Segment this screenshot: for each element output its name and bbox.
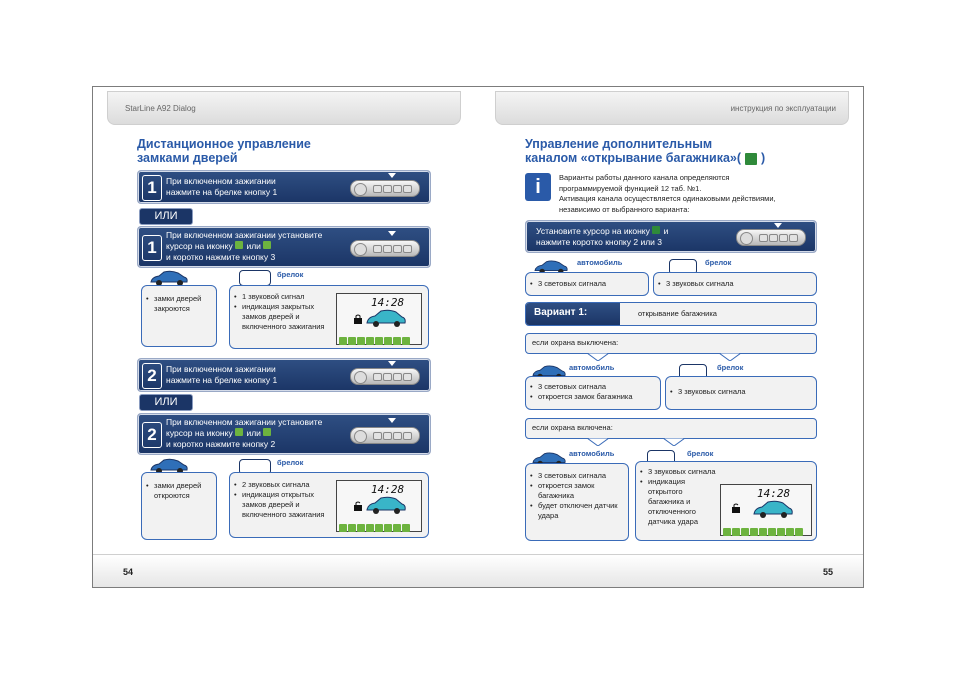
car-result-list [526, 382, 660, 402]
fob-result-list [230, 480, 332, 520]
lcd-time: 14:28 [371, 296, 405, 309]
list-item: • 3 световых сигнала [538, 279, 648, 289]
unlock-icon [353, 501, 363, 511]
keyfob-icon [350, 180, 420, 197]
step-text-line2: нажмите на брелке кнопку 1 [166, 375, 278, 385]
variant-title-box [526, 303, 620, 325]
step-text-line1: При включенном зажигании установите [166, 417, 323, 427]
car-result-card [525, 463, 629, 541]
step-text [166, 364, 277, 386]
left-page-title [137, 137, 311, 165]
header-manual-title: инструкция по эксплуатации [730, 104, 836, 113]
variant-description: открывание багажника [638, 309, 717, 318]
fob-lcd-screen [336, 293, 422, 345]
step-text-line3: и коротко нажмите кнопку 2 [166, 439, 276, 449]
variant-bar [525, 302, 817, 326]
step-number: 2 [142, 422, 162, 448]
car-icon [751, 499, 795, 519]
step-text-line2: курсор на иконку [166, 428, 233, 438]
fob-result-list [654, 279, 816, 289]
variant-title: Вариант 1: [534, 307, 588, 318]
car-label: автомобиль [569, 363, 615, 372]
step-text [536, 226, 668, 248]
car-result-list [526, 471, 622, 521]
step-text-line1: При включенном зажигании [166, 176, 276, 186]
list-item: • откроется замок багажника [538, 392, 660, 402]
left-title-line1: Дистанционное управление [137, 137, 311, 151]
right-title-close: ) [761, 151, 766, 165]
step-text-line1: Установите курсор на иконку [536, 226, 650, 236]
step-text-line1: При включенном зажигании [166, 364, 276, 374]
fob-label: брелок [277, 458, 304, 467]
step-text [166, 417, 322, 450]
step-text-line1: При включенном зажигании установите [166, 230, 323, 240]
fob-result-card [229, 472, 429, 538]
step-trunk-cursor [525, 220, 817, 253]
car-result-card [525, 272, 649, 296]
car-icon [365, 308, 407, 328]
lcd-time: 14:28 [757, 487, 791, 500]
arrow-down-icon [388, 418, 396, 423]
car-icon [365, 495, 407, 515]
lcd-icon-row [339, 519, 419, 528]
fob-result-list [230, 292, 332, 332]
step-1-cursor-icon [137, 226, 431, 268]
or-label: ИЛИ [139, 394, 193, 411]
arrow-down-icon [774, 223, 782, 228]
keyfob-icon [736, 229, 806, 246]
step-text [166, 176, 277, 198]
lock-cross-icon [263, 428, 271, 436]
arrow-down-icon [388, 231, 396, 236]
unlock-icon [731, 503, 741, 513]
info-line: программируемой функцией 12 таб. №1. [559, 183, 702, 193]
document-spread [92, 86, 864, 588]
list-item: • замки дверей откроются [154, 481, 216, 501]
info-text [559, 173, 776, 215]
step-text-or: или [246, 428, 261, 438]
list-item: • 3 световых сигнала [538, 471, 622, 481]
fob-result-card [653, 272, 817, 296]
fob-result-card [665, 376, 817, 410]
list-item: • индикация открытых замков дверей и включенного зажигания [242, 490, 332, 520]
fob-label: брелок [277, 270, 304, 279]
or-label: ИЛИ [139, 208, 193, 225]
triangle-pointer-icon [587, 353, 609, 361]
step-2-press-button [137, 358, 431, 392]
list-item: • 2 звуковых сигнала [242, 480, 332, 490]
arrow-down-icon [388, 173, 396, 178]
right-page-title [525, 137, 765, 165]
condition-text: если охрана включена: [532, 423, 613, 432]
fob-label: брелок [687, 449, 714, 458]
step-number: 1 [142, 175, 162, 201]
condition-text: если охрана выключена: [532, 338, 619, 347]
header-product-name: StarLine A92 Dialog [125, 104, 196, 113]
triangle-pointer-icon [663, 438, 685, 446]
triangle-pointer-icon [587, 438, 609, 446]
list-item: • 3 звуковых сигнала [678, 387, 816, 397]
trunk-icon [652, 226, 660, 234]
step-text-line2: нажмите на брелке кнопку 1 [166, 187, 278, 197]
step-text-line2: нажмите коротко кнопку 2 или 3 [536, 237, 662, 247]
arrow-down-icon [388, 361, 396, 366]
step-number: 2 [142, 363, 162, 389]
lock-arrow-icon [235, 241, 243, 249]
info-line: Активация канала осуществляется одинаковыми действиями, [559, 194, 776, 203]
triangle-pointer-icon [719, 353, 741, 361]
lock-arrow-icon [235, 428, 243, 436]
step-text-and: и [663, 226, 669, 236]
list-item: • откроется замок багажника [538, 481, 622, 501]
list-item: • 3 световых сигнала [538, 382, 660, 392]
list-item: • 3 звуковых сигнала [648, 467, 718, 477]
fob-label: брелок [705, 258, 732, 267]
list-item: • 3 звуковых сигнала [666, 279, 816, 289]
car-result-card [525, 376, 661, 410]
condition-bar [525, 418, 817, 439]
keyfob-icon [350, 240, 420, 257]
right-title-line1: Управление дополнительным [525, 137, 713, 151]
left-title-line2: замками дверей [137, 151, 238, 165]
fob-result-card [229, 285, 429, 349]
right-page-header [495, 91, 849, 125]
left-page-header [107, 91, 461, 125]
right-page-number: 55 [822, 567, 833, 577]
car-result-list [142, 481, 216, 501]
step-2-cursor-icon [137, 413, 431, 455]
list-item: • индикация закрытых замков дверей и включенного зажигания [242, 302, 332, 332]
lcd-fob-icon [239, 270, 271, 286]
step-1-press-button [137, 170, 431, 204]
info-icon: i [525, 173, 551, 201]
lock-cross-icon [263, 241, 271, 249]
car-result-list [142, 294, 216, 314]
info-line: независимо от выбранного варианта: [559, 204, 690, 214]
step-text-or: или [246, 241, 261, 251]
fob-result-list [636, 467, 718, 527]
step-text [166, 230, 322, 263]
car-result-card [141, 472, 217, 540]
step-text-line3: и коротко нажмите кнопку 3 [166, 252, 276, 262]
fob-label: брелок [717, 363, 744, 372]
step-number: 1 [142, 235, 162, 261]
list-item: • замки дверей закроются [154, 294, 216, 314]
lcd-icon-row [723, 523, 809, 532]
list-item: • 1 звуковой сигнал [242, 292, 332, 302]
list-item: • индикация открытого багажника и отключенного датчика удара [648, 477, 718, 527]
car-label: автомобиль [569, 449, 615, 458]
left-page-number: 54 [123, 567, 134, 577]
lcd-time: 14:28 [371, 483, 405, 496]
fob-lcd-screen [720, 484, 812, 536]
info-line: Варианты работы данного канала определяются [559, 173, 730, 182]
lcd-icon-row [339, 332, 419, 341]
keyfob-icon [350, 368, 420, 385]
car-label: автомобиль [577, 258, 623, 267]
car-result-list [526, 279, 648, 289]
right-title-line2: каналом «открывание багажника»( [525, 151, 742, 165]
fob-result-list [666, 387, 816, 397]
keyfob-icon [350, 427, 420, 444]
condition-bar [525, 333, 817, 354]
fob-result-card [635, 461, 817, 541]
step-text-line2: курсор на иконку [166, 241, 233, 251]
fob-lcd-screen [336, 480, 422, 532]
list-item: • будет отключен датчик удара [538, 501, 622, 521]
lock-icon [353, 314, 363, 324]
trunk-icon [745, 153, 757, 165]
page-footer [93, 554, 863, 587]
car-result-card [141, 285, 217, 347]
